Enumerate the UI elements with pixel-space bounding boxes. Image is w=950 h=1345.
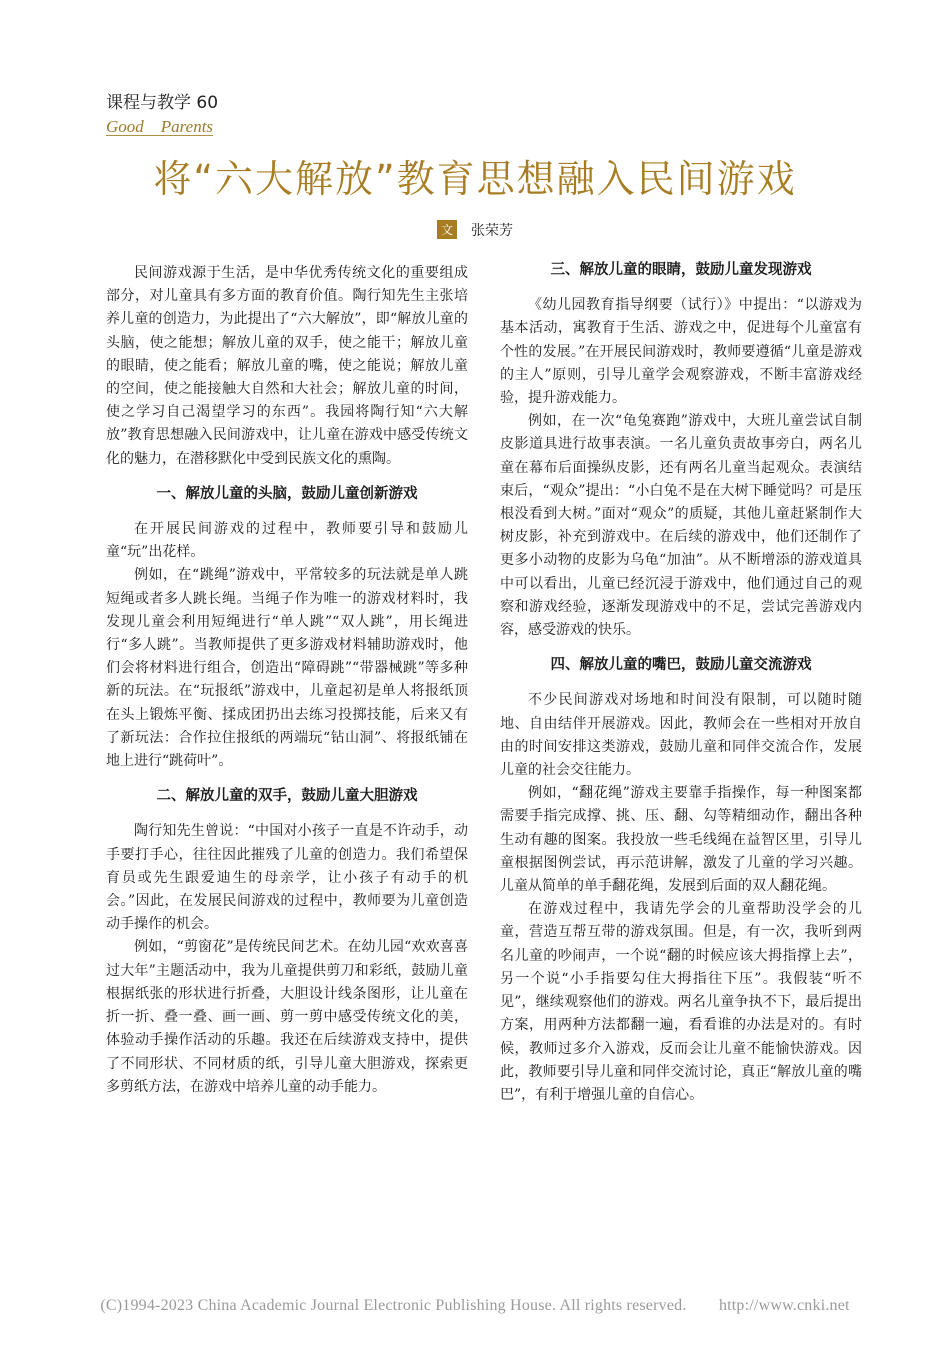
paragraph: 在游戏过程中，我请先学会的儿童帮助没学会的儿童，营造互帮互带的游戏氛围。但是，有一次，我听到两名儿童的吵闹声，一个说“翻的时候应该大拇指撑上去”，另一个说“小手指要勾住大拇指往下压”。我假装“听不见”，继续观察他们的游戏。两名儿童争执不下，最后提出方案，用两种方法都翻一遍，看看谁的办法是对的。有时候，教师过多介入游戏，反而会让儿童不能愉快游戏。因此，教师要引导儿童和同伴交流讨论，真正“解放儿童的嘴巴”，有利于增强儿童的自信心。 — [500, 901, 862, 1103]
author-name: 张荣芳 — [471, 223, 513, 239]
magazine-name: Good Parents — [106, 117, 214, 136]
page-header — [106, 92, 218, 138]
right-column — [500, 262, 862, 1107]
paragraph: 《幼儿园教育指导纲要（试行）》中提出：“以游戏为基本活动，寓教育于生活、游戏之中，促进每个儿童富有个性的发展。”在开展民间游戏时，教师要遵循“儿童是游戏的主人”原则，引导儿童学会观察游戏，不断丰富游戏经验，提升游戏能力。 — [500, 297, 862, 407]
paragraph: 例如，在一次“龟兔赛跑”游戏中，大班儿童尝试自制皮影道具进行故事表演。一名儿童负责故事旁白，两名儿童在幕布后面操纵皮影，还有两名儿童当起观众。表演结束后，“观众”提出：“小白兔不是在大树下睡觉吗？可是压根没看到大树。”面对“观众”的质疑，其他儿童赶紧制作大树皮影，补充到游戏中。在后续的游戏中，他们还制作了更多小动物的皮影为乌龟“加油”。从不断增添的游戏道具中可以看出，儿童已经沉浸于游戏中，他们通过自己的观察和游戏经验，逐渐发现游戏中的不足，尝试完善游戏内容，感受游戏的快乐。 — [500, 413, 862, 639]
article-title: 将“六大解放”教育思想融入民间游戏 — [153, 157, 797, 201]
section-heading-3: 三、解放儿童的眼睛，鼓励儿童发现游戏 — [550, 262, 812, 278]
paragraph: 例如，“翻花绳”游戏主要靠手指操作，每一种图案都需要手指完成撑、挑、压、翻、勾等精细动作，翻出各种生动有趣的图案。我投放一些毛线绳在益智区里，引导儿童根据图例尝试，再示范讲解，激发了儿童的学习兴趣。儿童从简单的单手翻花绳，发展到后面的双人翻花绳。 — [500, 785, 862, 895]
intro-paragraph: 民间游戏源于生活，是中华优秀传统文化的重要组成部分，对儿童具有多方面的教育价值。陶行知先生主张培养儿童的创造力，为此提出了“六大解放”，即“解放儿童的头脑，使之能想；解放儿童的双手，使之能干；解放儿童的眼睛，使之能看；解放儿童的嘴，使之能说；解放儿童的空间，使之能接触大自然和大社会；解放儿童的时间，使之学习自己渴望学习的东西”。我园将陶行知“六大解放”教育思想融入民间游戏中，让儿童在游戏中感受传统文化的魅力，在潜移默化中受到民族文化的熏陶。 — [106, 265, 468, 467]
paragraph: 在开展民间游戏的过程中，教师要引导和鼓励儿童“玩”出花样。 — [106, 521, 468, 561]
section-heading-2: 二、解放儿童的双手，鼓励儿童大胆游戏 — [156, 788, 418, 805]
paragraph: 陶行知先生曾说：“中国对小孩子一直是不许动手，动手要打手心，往往因此摧残了儿童的创造力。我们希望保育员或先生跟爱迪生的母亲学，让小孩子有动手的机会。”因此，在发展民间游戏的过程中，教师要为儿童创造动手操作的机会。 — [106, 823, 468, 933]
left-column — [106, 262, 468, 1099]
section-label: 课程与教学 60 — [106, 93, 219, 113]
copyright-footer: (C)1994-2023 China Academic Journal Electronic Publishing House. All rights reserved. http://www.cnki.net — [100, 1297, 850, 1314]
paragraph: 不少民间游戏对场地和时间没有限制，可以随时随地、自由结伴开展游戏。因此，教师会在一些相对开放自由的时间安排这类游戏，鼓励儿童和同伴交流合作，发展儿童的社会交往能力。 — [500, 692, 862, 779]
paragraph: 例如，在“跳绳”游戏中，平常较多的玩法就是单人跳短绳或者多人跳长绳。当绳子作为唯一的游戏材料时，我发现儿童会利用短绳进行“单人跳”“双人跳”，用长绳进行“多人跳”。当教师提供了更多游戏材料辅助游戏时，他们会将材料进行组合，创造出“障碍跳”“带器械跳”等多种新的玩法。在“玩报纸”游戏中，儿童起初是单人将报纸顶在头上锻炼平衡、揉成团扔出去练习投掷技能，后来又有了新玩法：合作拉住报纸的两端玩“钻山洞”、将报纸铺在地上进行“跳荷叶”。 — [106, 567, 468, 770]
byline — [0, 220, 950, 240]
section-heading-1: 一、解放儿童的头脑，鼓励儿童创新游戏 — [156, 485, 418, 502]
paragraph: 例如，“剪窗花”是传统民间艺术。在幼儿园“欢欢喜喜过大年”主题活动中，我为儿童提供剪刀和彩纸，鼓励儿童根据纸张的形状进行折叠，大胆设计线条图形，让儿童在折一折、叠一叠、画一画、剪一剪中感受传统文化的美，体验动手操作活动的乐趣。我还在后续游戏支持中，提供了不同形状、不同材质的纸，引导儿童大胆游戏，探索更多剪纸方法，在游戏中培养儿童的动手能力。 — [106, 939, 468, 1095]
section-heading-4: 四、解放儿童的嘴巴，鼓励儿童交流游戏 — [550, 657, 812, 674]
byline-badge: 文 — [437, 220, 457, 239]
